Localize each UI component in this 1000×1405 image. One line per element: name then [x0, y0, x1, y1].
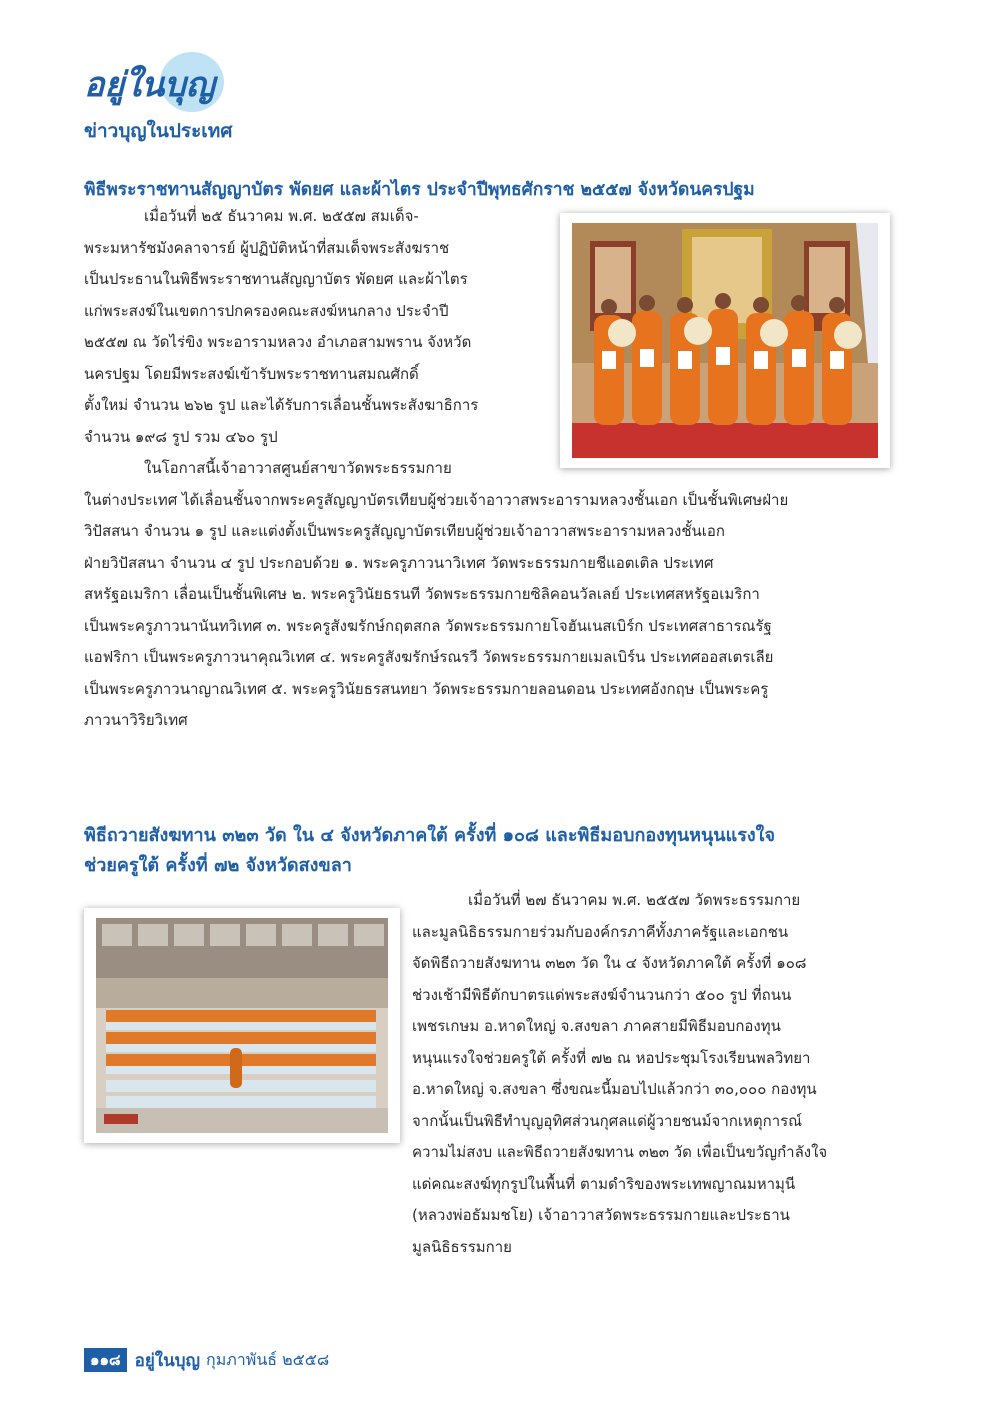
text-line: หนุนแรงใจช่วยครูใต้ ครั้งที่ ๗๒ ณ หอประชุมโรงเรียนพลวิทยา: [412, 1048, 811, 1067]
text-line: เมื่อวันที่ ๒๕ ธันวาคม พ.ศ. ๒๕๕๗ สมเด็จ-: [144, 207, 419, 225]
text-line: วิปัสสนา จำนวน ๑ รูป และแต่งตั้งเป็นพระครูสัญญาบัตรเทียบผู้ช่วยเจ้าอาวาสพระอารามหลวงชั้นเอก: [84, 522, 725, 540]
text-line: เป็นพระครูภาวนานันทวิเทศ ๓. พระครูสังฆรักษ์กฤตสกล วัดพระธรรมกายโจฮันเนสเบิร์ก ประเทศสาธารณรัฐ: [84, 616, 772, 635]
text-line: ในต่างประเทศ ได้เลื่อนชั้นจากพระครูสัญญาบัตรเทียบผู้ช่วยเจ้าอาวาสพระอารามหลวงชั้นเอก เป็นชั้นพิเศษฝ่าย: [84, 490, 789, 509]
text-line: ฝ่ายวิปัสสนา จำนวน ๔ รูป ประกอบด้วย ๑. พระครูภาวนาวิเทศ วัดพระธรรมกายชีแอตเติล ประเทศ: [84, 553, 714, 572]
text-line: จากนั้นเป็นพิธีทำบุญอุทิศส่วนกุศลแด่ผู้วายชนม์จากเหตุการณ์: [412, 1111, 803, 1130]
text-line: จำนวน ๑๙๘ รูป รวม ๔๖๐ รูป: [84, 427, 278, 446]
magazine-name: อยู่ในบุญ: [134, 1350, 200, 1371]
text-line: พระมหารัชมังคลาจารย์ ผู้ปฏิบัติหน้าที่สมเด็จพระสังฆราช: [84, 238, 450, 257]
text-line: ภาวนาวิริยวิเทศ: [84, 711, 188, 729]
text-line: แด่คณะสงฆ์ทุกรูปในพื้นที่ ตามดำริของพระเทพญาณมหามุนี: [412, 1174, 796, 1193]
article1-body: [84, 453, 890, 737]
text-line: ในโอกาสนี้เจ้าอาวาสศูนย์สาขาวัดพระธรรมกาย: [144, 459, 452, 477]
text-line: อ.หาดใหญ่ จ.สงขลา ซึ่งขณะนี้มอบไปแล้วกว่า ๓๐,๐๐๐ กองทุน: [412, 1080, 817, 1098]
text-line: แก่พระสงฆ์ในเขตการปกครองคณะสงฆ์หนกลาง ประจำปี: [84, 301, 449, 320]
article1-intro: [84, 201, 549, 453]
text-line: เมื่อวันที่ ๒๗ ธันวาคม พ.ศ. ๒๕๕๗ วัดพระธรรมกาย: [468, 891, 801, 909]
page-footer: [84, 1347, 329, 1373]
text-line: เพชรเกษม อ.หาดใหญ่ จ.สงขลา ภาคสายมีพิธีมอบกองทุน: [412, 1017, 781, 1035]
ceremony-photo: [560, 213, 890, 468]
article1-headline: พิธีพระราชทานสัญญาบัตร พัดยศ และผ้าไตร ประจำปีพุทธศักราช ๒๕๕๗ จังหวัดนครปฐม: [84, 180, 755, 200]
text-line: มูลนิธิธรรมกาย: [412, 1237, 512, 1256]
issue-date: กุมภาพันธ์ ๒๕๕๘: [206, 1349, 330, 1369]
article2-headline-line2: ช่วยครูใต้ ครั้งที่ ๗๒ จังหวัดสงขลา: [84, 855, 352, 876]
text-line: สหรัฐอเมริกา เลื่อนเป็นชั้นพิเศษ ๒. พระครูวินัยธรนที วัดพระธรรมกายซิลิคอนวัลเลย์ ประเทศสหรัฐอเมริกา: [84, 585, 760, 603]
page-number: ๑๑๘: [84, 1348, 127, 1372]
monks-hall-image: [96, 918, 388, 1133]
text-line: ช่วงเช้ามีพิธีตักบาตรแด่พระสงฆ์จำนวนกว่า ๕๐๐ รูป ที่ถนน: [412, 985, 792, 1004]
text-line: เป็นประธานในพิธีพระราชทานสัญญาบัตร พัดยศ และผ้าไตร: [84, 270, 468, 288]
logo-wordmark: อยู่ในบุญ: [84, 65, 215, 105]
section-title: ข่าวบุญในประเทศ: [84, 120, 233, 142]
article2-headline-line1: พิธีถวายสังฆทาน ๓๒๓ วัด ใน ๔ จังหวัดภาคใต้ ครั้งที่ ๑๐๘ และพิธีมอบกองทุนหนุนแรงใจ: [84, 825, 775, 846]
text-line: ความไม่สงบ และพิธีถวายสังฆทาน ๓๒๓ วัด เพื่อเป็นขวัญกำลังใจ: [412, 1143, 828, 1161]
text-line: ตั้งใหม่ จำนวน ๒๖๒ รูป และได้รับการเลื่อนชั้นพระสังฆาธิการ: [84, 396, 479, 414]
monks-ceremony-image: [572, 223, 878, 458]
text-line: (หลวงพ่อธัมมชโย) เจ้าอาวาสวัดพระธรรมกายและประธาน: [412, 1206, 790, 1224]
magazine-logo: [80, 48, 240, 118]
text-line: และมูลนิธิธรรมกายร่วมกับองค์กรภาคีทั้งภาครัฐและเอกชน: [412, 922, 789, 941]
article2-body: [412, 885, 890, 1263]
assembly-photo: [84, 908, 400, 1143]
text-line: เป็นพระครูภาวนาญาณวิเทศ ๕. พระครูวินัยธรสนทยา วัดพระธรรมกายลอนดอน ประเทศอังกฤษ เป็นพระครู: [84, 679, 769, 698]
text-line: ๒๕๕๗ ณ วัดไร่ขิง พระอารามหลวง อำเภอสามพราน จังหวัด: [84, 333, 472, 351]
text-line: จัดพิธีถวายสังฆทาน ๓๒๓ วัด ใน ๔ จังหวัดภาคใต้ ครั้งที่ ๑๐๘: [412, 954, 807, 972]
text-line: นครปฐม โดยมีพระสงฆ์เข้ารับพระราชทานสมณศักดิ์: [84, 364, 419, 383]
text-line: แอฟริกา เป็นพระครูภาวนาคุณวิเทศ ๔. พระครูสังฆรักษ์รณรวี วัดพระธรรมกายเมลเบิร์น ประเทศออสเตรเลีย: [84, 648, 774, 666]
